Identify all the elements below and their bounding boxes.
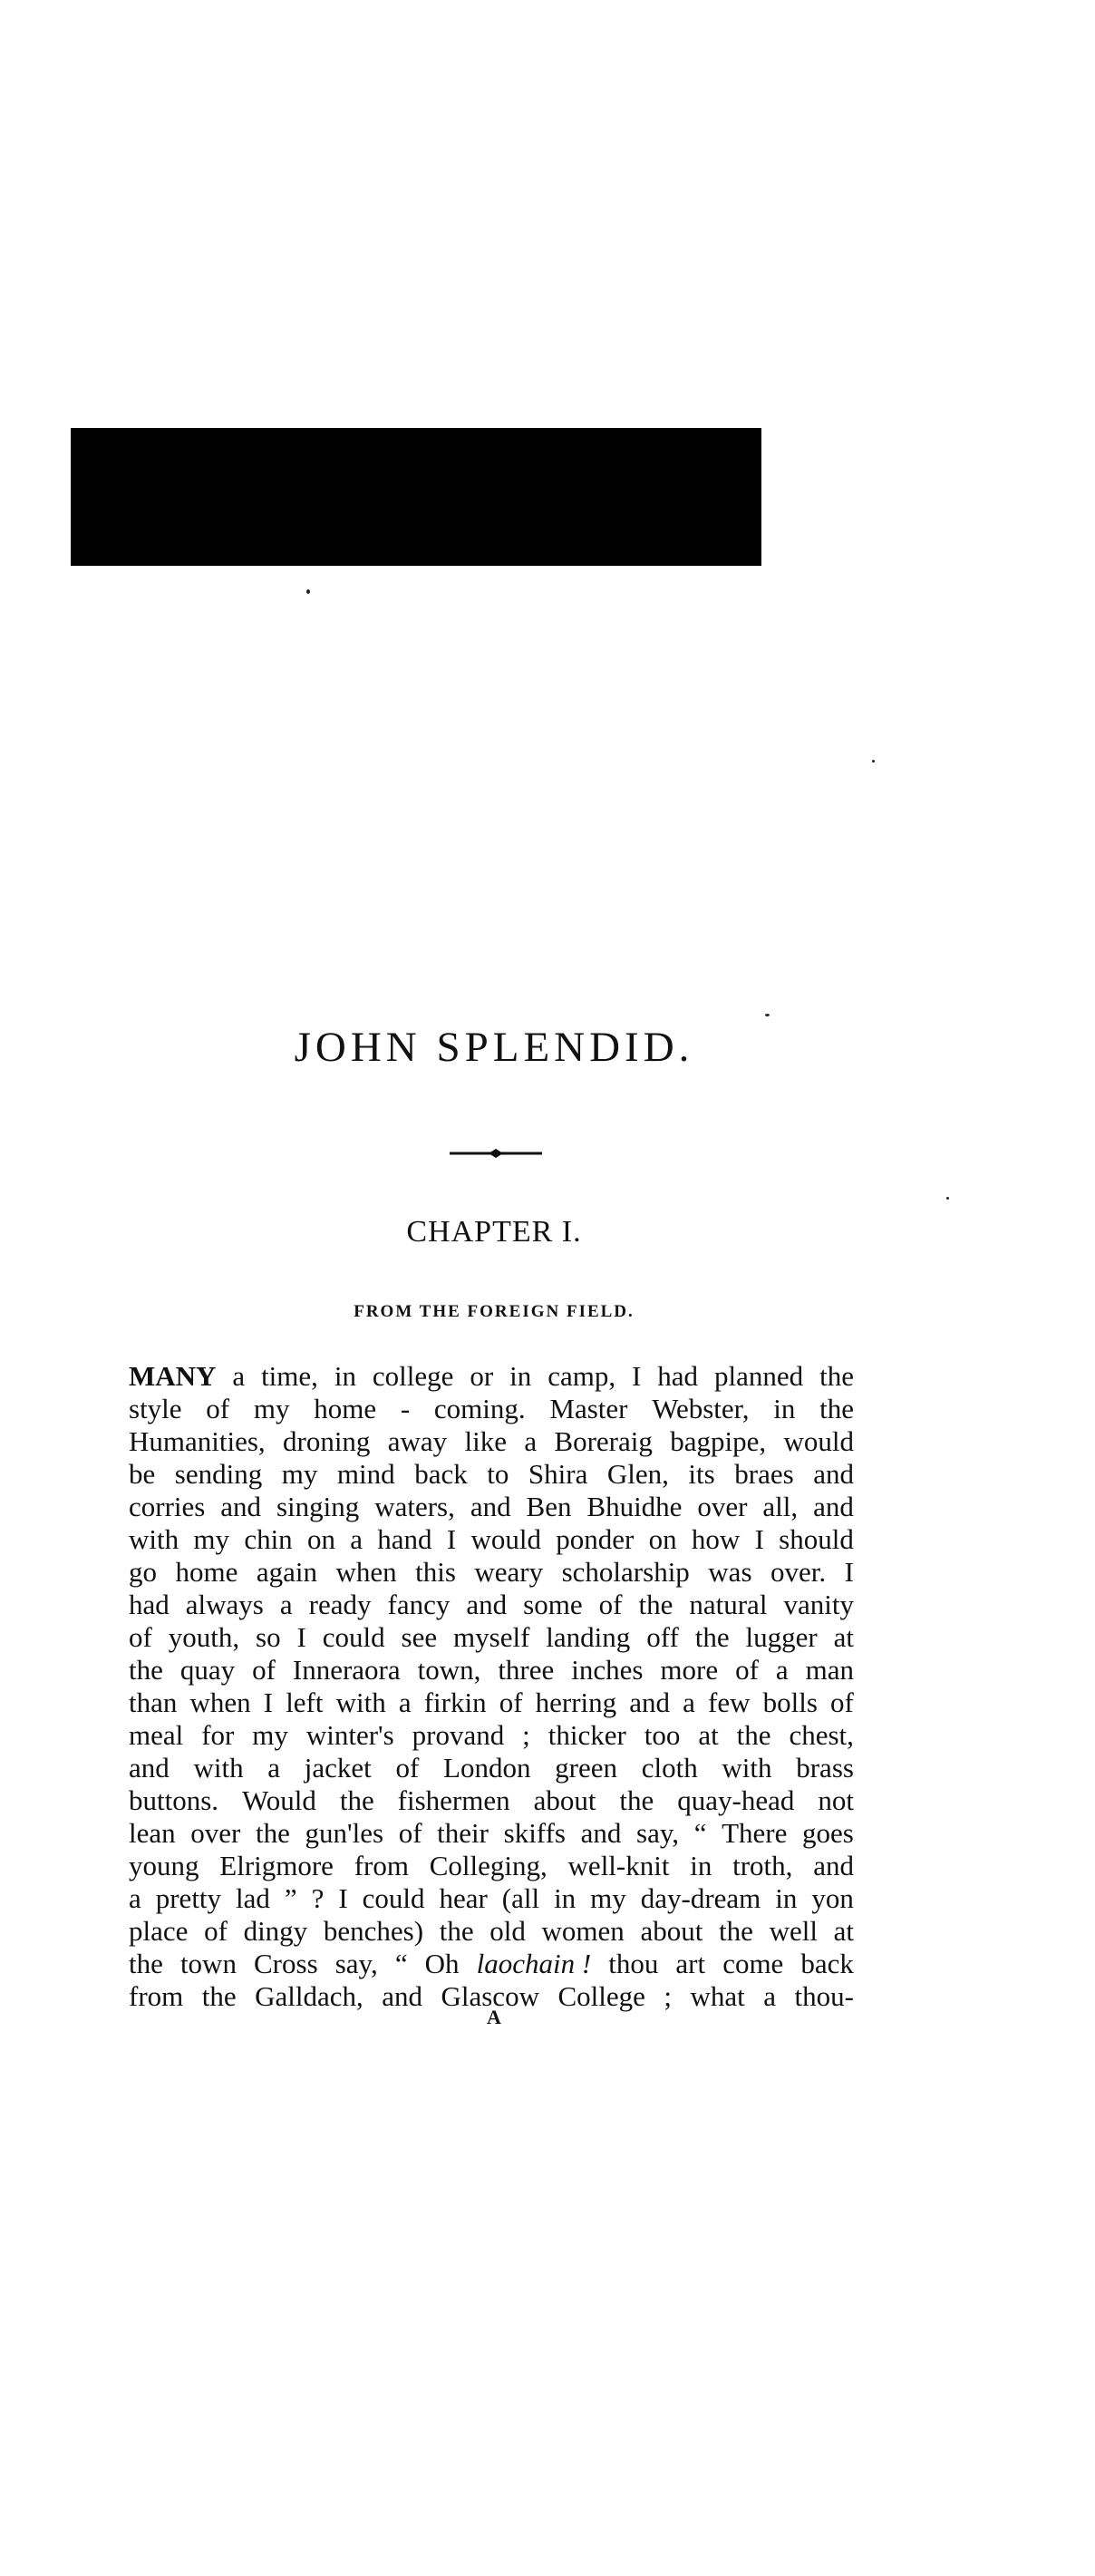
word: my: [252, 1719, 288, 1751]
word: or: [470, 1360, 494, 1392]
word: the: [129, 1948, 163, 1979]
word: dingy: [243, 1915, 308, 1947]
word: town: [179, 1948, 237, 1979]
word: at: [833, 1621, 854, 1653]
word: yon: [811, 1882, 854, 1914]
paragraph-line: [129, 1752, 854, 1784]
word: I: [296, 1621, 306, 1653]
page-speck: [946, 1197, 949, 1200]
word: see: [401, 1621, 438, 1653]
word: Ben: [526, 1491, 572, 1522]
paragraph-line: [129, 1850, 854, 1882]
word: place: [129, 1915, 189, 1947]
word: Cross: [254, 1948, 318, 1979]
page-speck: [306, 589, 310, 594]
word: thicker: [548, 1719, 626, 1751]
word: back: [800, 1948, 854, 1979]
word: come: [722, 1948, 784, 1979]
word: Elrigmore: [219, 1850, 334, 1881]
word: women: [541, 1915, 625, 1947]
word: Oh: [424, 1948, 460, 1979]
word: in: [775, 1882, 798, 1914]
word: lugger: [745, 1621, 818, 1653]
word: the: [736, 1719, 771, 1751]
word: young: [129, 1850, 199, 1881]
word: three: [498, 1654, 555, 1686]
word: quay-head: [677, 1784, 795, 1816]
paragraph-line: [129, 1654, 854, 1687]
word: planned: [714, 1360, 804, 1392]
word: could: [362, 1882, 425, 1914]
word: say,: [636, 1817, 680, 1849]
word: bolls: [762, 1687, 818, 1718]
redacted-block: [71, 428, 761, 566]
word: the: [694, 1621, 730, 1653]
word: brass: [796, 1752, 854, 1784]
word: gun'les: [305, 1817, 384, 1849]
word: style: [129, 1393, 182, 1424]
word: ponder: [556, 1523, 635, 1555]
word: “: [394, 1948, 408, 1979]
word: of: [252, 1654, 276, 1686]
word: of: [129, 1621, 152, 1653]
word: and: [813, 1850, 854, 1881]
word: my: [590, 1882, 626, 1914]
word: with: [193, 1752, 244, 1784]
word: a: [775, 1654, 789, 1686]
word: singing: [276, 1491, 360, 1522]
word: over: [697, 1491, 748, 1522]
word: over.: [770, 1556, 827, 1588]
word: about: [640, 1915, 703, 1947]
word: troth,: [732, 1850, 793, 1881]
word: and: [813, 1458, 854, 1490]
word: when: [335, 1556, 397, 1588]
word: should: [779, 1523, 854, 1555]
paragraph-line: [129, 1719, 854, 1752]
word: I: [632, 1360, 642, 1392]
word: Would: [242, 1784, 316, 1816]
paragraph-line: [129, 1360, 854, 1393]
word: waters,: [374, 1491, 455, 1522]
word: and: [629, 1687, 671, 1718]
word: the: [819, 1360, 854, 1392]
word: -: [400, 1393, 411, 1424]
word: at: [698, 1719, 719, 1751]
word: a: [524, 1425, 538, 1457]
word: well: [769, 1915, 818, 1947]
word: go: [129, 1556, 157, 1588]
word: time,: [261, 1360, 318, 1392]
word: and: [129, 1752, 170, 1784]
word: Bhuidhe: [586, 1491, 683, 1522]
ornament-divider: [450, 1148, 542, 1159]
drop-word: MANY: [129, 1360, 217, 1392]
word: of: [499, 1687, 523, 1718]
word: and: [813, 1491, 854, 1522]
word: the: [819, 1393, 854, 1424]
word: chin: [244, 1523, 293, 1555]
word: at: [833, 1915, 854, 1947]
word: their: [437, 1817, 489, 1849]
word: “: [693, 1817, 707, 1849]
word: and: [382, 1980, 422, 2012]
word: natural: [689, 1589, 768, 1620]
body-paragraph: [129, 1360, 854, 2013]
word: Inneraora: [292, 1654, 401, 1686]
word: quay: [179, 1654, 236, 1686]
paragraph-line: [129, 1458, 854, 1491]
word: this: [415, 1556, 456, 1588]
word: green: [555, 1752, 617, 1784]
word: its: [688, 1458, 715, 1490]
word: about: [533, 1784, 596, 1816]
word: back: [414, 1458, 468, 1490]
word: home: [175, 1556, 238, 1588]
word: be: [129, 1458, 156, 1490]
word: the: [129, 1654, 163, 1686]
word: College: [557, 1980, 645, 2012]
paragraph-line: [129, 1817, 854, 1850]
word: so: [256, 1621, 281, 1653]
paragraph-line: [129, 1882, 854, 1915]
word: benches): [323, 1915, 424, 1947]
word: thou: [608, 1948, 659, 1979]
word: lean: [129, 1817, 176, 1849]
word: ;: [664, 1980, 672, 2012]
word: droning: [283, 1425, 371, 1457]
word: corries: [129, 1491, 206, 1522]
word: pretty: [155, 1882, 222, 1914]
word: how: [691, 1523, 741, 1555]
word: on: [648, 1523, 677, 1555]
word: braes: [734, 1458, 794, 1490]
word: more: [660, 1654, 719, 1686]
word: the: [619, 1784, 654, 1816]
word: a: [683, 1687, 695, 1718]
word: like: [464, 1425, 507, 1457]
word: weary: [474, 1556, 544, 1588]
word: would: [783, 1425, 854, 1457]
word: a: [267, 1752, 281, 1784]
word: of: [206, 1393, 230, 1424]
word: fancy: [387, 1589, 451, 1620]
word: winter's: [305, 1719, 394, 1751]
word: ;: [522, 1719, 530, 1751]
word: ”: [284, 1882, 297, 1914]
paragraph-line: [129, 1784, 854, 1817]
word: youth,: [168, 1621, 240, 1653]
word: not: [818, 1784, 854, 1816]
word: thou-: [794, 1980, 854, 2012]
paragraph-line: [129, 1589, 854, 1621]
word: landing: [546, 1621, 631, 1653]
word: cloth: [641, 1752, 698, 1784]
chapter-subtitle: FROM THE FOREIGN FIELD.: [354, 1302, 635, 1321]
word: away: [387, 1425, 448, 1457]
word: my: [253, 1393, 290, 1424]
word: of: [204, 1915, 228, 1947]
word: from: [129, 1980, 184, 2012]
word: Glen,: [606, 1458, 669, 1490]
italic-word: laochain !: [476, 1948, 592, 1979]
word: sending: [174, 1458, 263, 1490]
word: coming.: [433, 1393, 526, 1424]
word: Galldach,: [255, 1980, 363, 2012]
word: in: [509, 1360, 532, 1392]
word: bagpipe,: [670, 1425, 767, 1457]
word: scholarship: [561, 1556, 690, 1588]
word: of: [830, 1687, 854, 1718]
word: I: [754, 1523, 764, 1555]
word: to: [487, 1458, 509, 1490]
word: my: [281, 1458, 318, 1490]
page-speck: [765, 1014, 770, 1016]
book-title: JOHN SPLENDID.: [294, 1024, 694, 1071]
word: I: [844, 1556, 854, 1588]
word: would: [470, 1523, 541, 1555]
word: inches: [571, 1654, 644, 1686]
word: I: [446, 1523, 457, 1555]
paragraph-line: [129, 1556, 854, 1589]
word: had: [129, 1589, 170, 1620]
word: of: [398, 1817, 422, 1849]
word: all,: [762, 1491, 799, 1522]
word: with: [722, 1752, 772, 1784]
word: too: [644, 1719, 681, 1751]
word: jacket: [304, 1752, 372, 1784]
paragraph-line: [129, 1393, 854, 1425]
word: town,: [417, 1654, 481, 1686]
paragraph-line: [129, 1425, 854, 1458]
word: in: [334, 1360, 356, 1392]
word: hear: [439, 1882, 488, 1914]
paragraph-line: [129, 1915, 854, 1948]
word: with: [129, 1523, 179, 1555]
word: Webster,: [652, 1393, 750, 1424]
word: art: [675, 1948, 706, 1979]
word: Shira: [528, 1458, 588, 1490]
word: could: [322, 1621, 385, 1653]
word: college: [372, 1360, 454, 1392]
word: the: [201, 1980, 237, 2012]
word: and: [580, 1817, 622, 1849]
word: the: [719, 1915, 753, 1947]
word: in: [554, 1882, 577, 1914]
word: a: [398, 1687, 412, 1718]
word: when: [189, 1687, 251, 1718]
chapter-heading: CHAPTER I.: [406, 1215, 582, 1249]
word: some: [523, 1589, 583, 1620]
word: skiffs: [503, 1817, 566, 1849]
word: hand: [377, 1523, 432, 1555]
word: Colleging,: [429, 1850, 548, 1881]
signature-mark: A: [487, 2006, 501, 2028]
word: on: [306, 1523, 335, 1555]
word: London: [443, 1752, 531, 1784]
word: say,: [334, 1948, 378, 1979]
word: and: [470, 1491, 511, 1522]
word: Humanities,: [129, 1425, 266, 1457]
word: a: [763, 1980, 776, 2012]
word: the: [256, 1817, 290, 1849]
word: what: [690, 1980, 745, 2012]
word: and: [220, 1491, 262, 1522]
word: off: [646, 1621, 679, 1653]
word: lad: [236, 1882, 270, 1914]
word: in: [773, 1393, 796, 1424]
word: camp,: [548, 1360, 616, 1392]
word: the: [638, 1589, 673, 1620]
word: a: [279, 1589, 293, 1620]
word: and: [466, 1589, 508, 1620]
word: left: [286, 1687, 324, 1718]
word: from: [354, 1850, 409, 1881]
word: chest,: [789, 1719, 854, 1751]
word: few: [708, 1687, 751, 1718]
word: had: [657, 1360, 699, 1392]
word: in: [690, 1850, 712, 1881]
word: again: [256, 1556, 317, 1588]
word: man: [805, 1654, 854, 1686]
word: the: [439, 1915, 474, 1947]
word: There: [722, 1817, 788, 1849]
word: mind: [336, 1458, 395, 1490]
word: Boreraig: [554, 1425, 653, 1457]
word: Glascow: [441, 1980, 539, 2012]
word: I: [338, 1882, 348, 1914]
word: (all: [501, 1882, 540, 1914]
word: a: [350, 1523, 363, 1555]
paragraph-line: [129, 1687, 854, 1719]
word: ?: [311, 1882, 325, 1914]
word: goes: [802, 1817, 854, 1849]
word: always: [185, 1589, 264, 1620]
word: home: [314, 1393, 377, 1424]
word: over: [190, 1817, 241, 1849]
word: buttons.: [129, 1784, 219, 1816]
word: meal: [129, 1719, 184, 1751]
word: vanity: [783, 1589, 854, 1620]
word: of: [598, 1589, 623, 1620]
word: well-knit: [567, 1850, 670, 1881]
paragraph-line: [129, 1523, 854, 1556]
word: a: [129, 1882, 141, 1914]
word: firkin: [423, 1687, 487, 1718]
word: myself: [453, 1621, 530, 1653]
word: old: [489, 1915, 526, 1947]
word: herring: [535, 1687, 617, 1718]
word: fishermen: [397, 1784, 510, 1816]
word: I: [263, 1687, 274, 1718]
paragraph-line: [129, 1491, 854, 1523]
word: day-dream: [640, 1882, 761, 1914]
word: than: [129, 1687, 178, 1718]
word: was: [708, 1556, 752, 1588]
word: a: [232, 1360, 246, 1392]
word: for: [201, 1719, 235, 1751]
word: my: [193, 1523, 230, 1555]
word: Master: [549, 1393, 628, 1424]
word: provand: [412, 1719, 505, 1751]
paragraph-line: [129, 1948, 854, 1980]
page-speck: [872, 760, 875, 763]
word: ready: [308, 1589, 372, 1620]
word: of: [395, 1752, 420, 1784]
word: of: [735, 1654, 759, 1686]
word: with: [335, 1687, 386, 1718]
word: the: [339, 1784, 374, 1816]
paragraph-line: [129, 1621, 854, 1654]
